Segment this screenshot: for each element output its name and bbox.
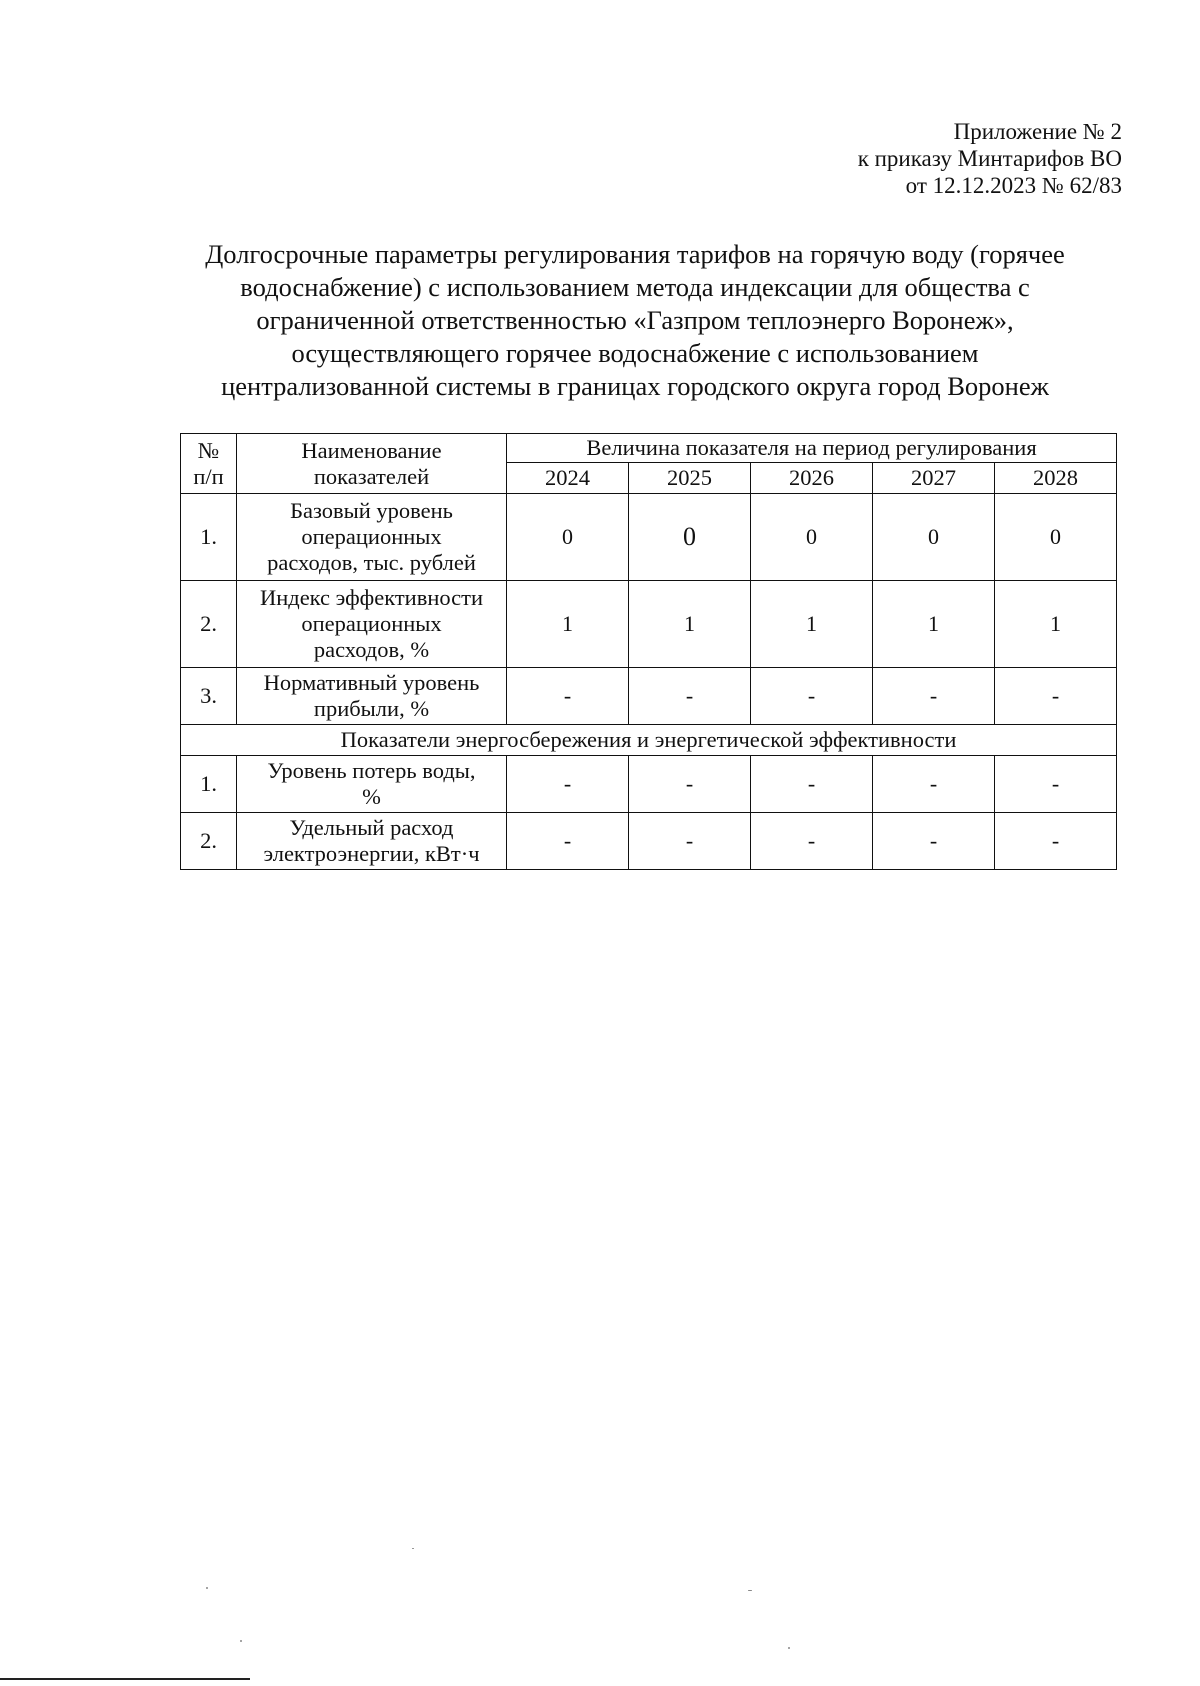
value-cell: - xyxy=(995,756,1117,813)
value-cell: 1 xyxy=(873,581,995,668)
table-row xyxy=(181,581,1117,668)
table-row xyxy=(181,813,1117,870)
table-row xyxy=(181,668,1117,725)
value-cell: - xyxy=(507,813,629,870)
scan-speck xyxy=(788,1647,790,1649)
row-name-line: Удельный расход xyxy=(289,815,454,840)
row-name-line: расходов, тыс. рублей xyxy=(267,550,476,575)
table-header-row xyxy=(181,434,1117,463)
row-number-cell: 2. xyxy=(181,581,237,668)
value-cell: 0 xyxy=(507,494,629,581)
row-number-cell: 3. xyxy=(181,668,237,725)
scan-edge-line xyxy=(0,1678,250,1680)
row-name-line: Индекс эффективности xyxy=(259,585,484,610)
scan-speck xyxy=(412,1548,414,1549)
appendix-reference xyxy=(858,118,1122,199)
row-name-line: Уровень потерь воды, xyxy=(267,758,476,783)
value-cell: - xyxy=(507,756,629,813)
title-line-2: водоснабжение) с использованием метода индексации для общества с xyxy=(240,272,1030,302)
value-cell: - xyxy=(751,813,873,870)
row-name-cell xyxy=(237,668,507,725)
row-name-line: электроэнергии, кВт·ч xyxy=(263,841,480,866)
section-title-cell: Показатели энергосбережения и энергетической эффективности xyxy=(181,725,1117,756)
parameters-table xyxy=(180,433,1117,870)
row-name-line: операционных xyxy=(301,611,442,636)
header-name-line-1: Наименование xyxy=(301,437,442,463)
year-header-cell: 2024 xyxy=(507,463,629,494)
table-row xyxy=(181,756,1117,813)
header-number-line-2: п/п xyxy=(193,463,224,489)
title-line-1: Долгосрочные параметры регулирования тарифов на горячую воду (горячее xyxy=(205,239,1065,269)
header-name-cell xyxy=(237,434,507,494)
row-name-line: операционных xyxy=(301,524,442,549)
row-name-line: Базовый уровень xyxy=(290,498,453,523)
table-row xyxy=(181,494,1117,581)
row-name-cell xyxy=(237,756,507,813)
row-number-cell: 1. xyxy=(181,756,237,813)
value-cell: - xyxy=(751,756,873,813)
title-line-3: ограниченной ответственностью «Газпром теплоэнерго Воронеж», xyxy=(256,305,1014,335)
value-cell: - xyxy=(873,668,995,725)
value-cell: 1 xyxy=(995,581,1117,668)
row-number-cell: 1. xyxy=(181,494,237,581)
value-cell: 1 xyxy=(629,581,751,668)
value-cell: - xyxy=(751,668,873,725)
scan-speck xyxy=(240,1640,242,1642)
value-cell: 1 xyxy=(751,581,873,668)
value-cell: - xyxy=(995,813,1117,870)
row-name-cell xyxy=(237,581,507,668)
appendix-line-3: от 12.12.2023 № 62/83 xyxy=(905,173,1122,198)
appendix-line-2: к приказу Минтарифов ВО xyxy=(857,146,1122,171)
year-header-cell: 2027 xyxy=(873,463,995,494)
section-header-row xyxy=(181,725,1117,756)
year-header-cell: 2026 xyxy=(751,463,873,494)
title-line-5: централизованной системы в границах городского округа город Воронеж xyxy=(221,371,1049,401)
year-header-cell: 2028 xyxy=(995,463,1117,494)
document-title xyxy=(150,238,1120,403)
value-cell: 0 xyxy=(873,494,995,581)
value-cell: - xyxy=(507,668,629,725)
row-name-cell xyxy=(237,813,507,870)
value-cell: - xyxy=(629,813,751,870)
row-name-line: % xyxy=(362,784,381,809)
header-name-line-2: показателей xyxy=(313,463,430,489)
value-cell: - xyxy=(629,756,751,813)
header-period-cell: Величина показателя на период регулирования xyxy=(507,434,1117,463)
row-number-cell: 2. xyxy=(181,813,237,870)
title-line-4: осуществляющего горячее водоснабжение с использованием xyxy=(291,338,979,368)
year-header-cell: 2025 xyxy=(629,463,751,494)
header-number-cell xyxy=(181,434,237,494)
value-cell: 1 xyxy=(507,581,629,668)
value-cell: 0 xyxy=(629,494,751,581)
row-name-cell xyxy=(237,494,507,581)
scan-speck xyxy=(748,1590,752,1591)
value-cell: 0 xyxy=(751,494,873,581)
row-name-line: Нормативный уровень xyxy=(263,670,480,695)
row-name-line: прибыли, % xyxy=(313,696,430,721)
value-cell: - xyxy=(873,813,995,870)
header-number-line-1: № xyxy=(197,437,220,463)
value-cell: - xyxy=(873,756,995,813)
value-cell: 0 xyxy=(995,494,1117,581)
appendix-line-1: Приложение № 2 xyxy=(953,119,1122,144)
value-cell: - xyxy=(629,668,751,725)
scan-speck xyxy=(206,1587,208,1589)
row-name-line: расходов, % xyxy=(313,637,430,662)
value-cell: - xyxy=(995,668,1117,725)
